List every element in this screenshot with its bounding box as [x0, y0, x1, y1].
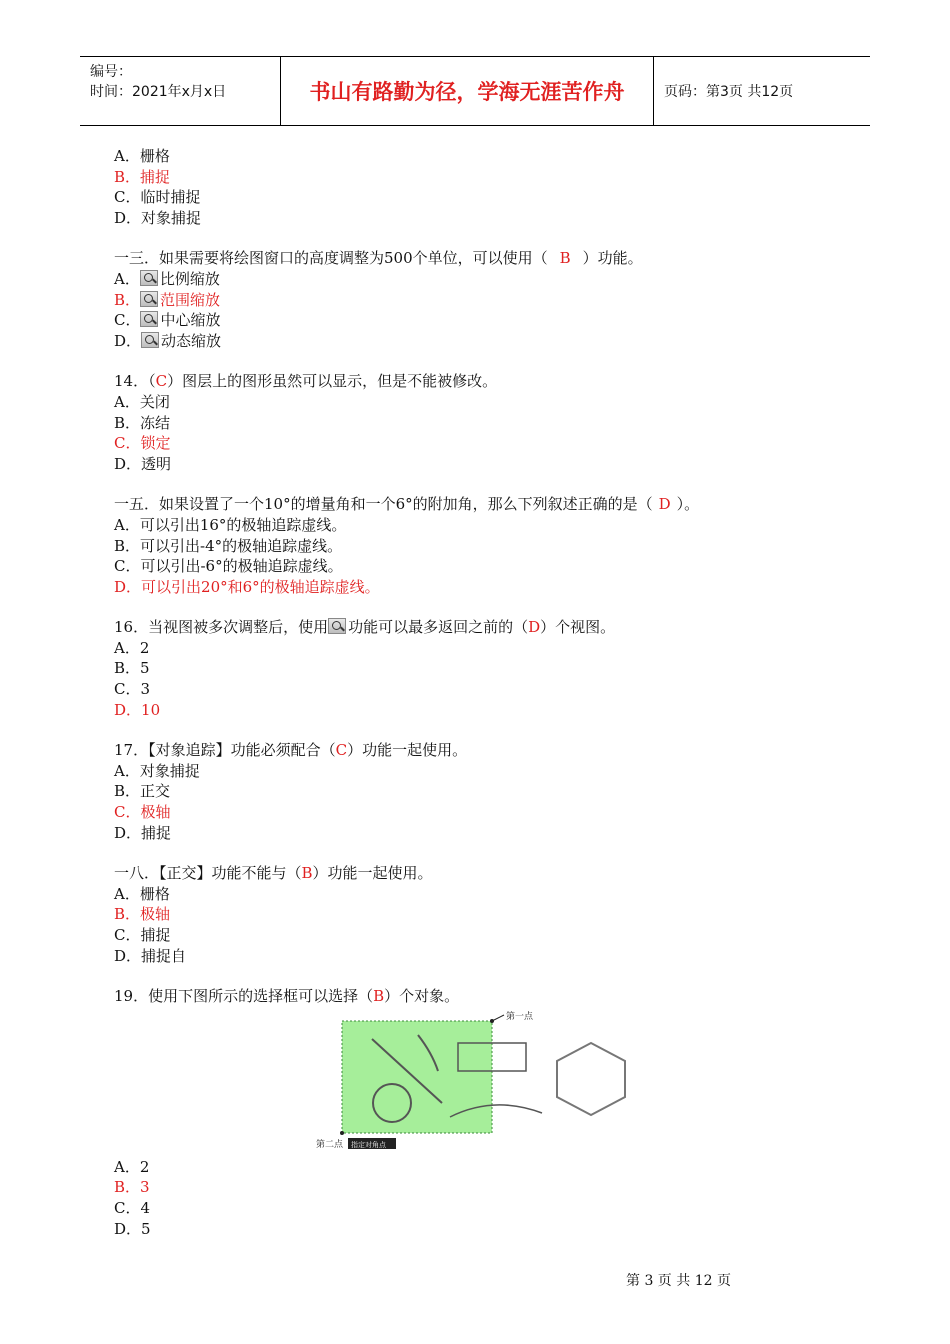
- question-12: [114, 146, 874, 228]
- option: D．5: [114, 1219, 151, 1238]
- option: [114, 310, 874, 331]
- option: A．关闭: [114, 392, 170, 411]
- question-14: [114, 371, 874, 474]
- hexagon-object: [557, 1043, 625, 1115]
- stem-text: 14．（: [114, 372, 156, 391]
- answer: C: [335, 741, 348, 760]
- option: A．可以引出16°的极轴追踪虚线。: [114, 515, 347, 534]
- option-correct: B．3: [114, 1178, 150, 1197]
- answer: D: [658, 495, 671, 514]
- question-19: [114, 986, 874, 1239]
- stem-text: 一三．如果需要将绘图窗口的高度调整为500个单位，可以使用（: [114, 249, 548, 268]
- question-stem: [114, 371, 874, 392]
- option: B．5: [114, 659, 150, 678]
- option-letter: A．: [114, 269, 140, 288]
- selection-window: [342, 1021, 492, 1133]
- option-correct: D．可以引出20°和6°的极轴追踪虚线。: [114, 577, 380, 596]
- stem-text: ）。: [676, 495, 700, 514]
- question-stem: [114, 863, 874, 884]
- question-15: [114, 494, 874, 597]
- zoom-scale-icon: [140, 270, 158, 286]
- option-correct: [114, 290, 874, 311]
- selection-window-diagram: [314, 1011, 634, 1151]
- question-stem: [114, 494, 874, 515]
- answer: B: [301, 864, 313, 883]
- answer: C: [155, 372, 168, 391]
- zoom-center-icon: [140, 311, 158, 327]
- option-letter: C．: [114, 311, 141, 330]
- question-stem: [114, 986, 874, 1007]
- stem-text: ）功能一起使用。: [347, 741, 468, 760]
- page-header: [80, 56, 870, 126]
- stem-text: ）功能。: [582, 249, 643, 268]
- answer: D: [528, 618, 541, 637]
- option: B．正交: [114, 782, 171, 801]
- option-correct: D．10: [114, 700, 161, 719]
- option: [114, 269, 874, 290]
- stem-text: 19．使用下图所示的选择框可以选择（: [114, 987, 374, 1006]
- option: [114, 331, 874, 352]
- header-motto: 书山有路勤为径，学海无涯苦作舟: [281, 57, 654, 125]
- option-text: 范围缩放: [160, 290, 221, 309]
- question-list: [114, 146, 874, 1259]
- question-16: [114, 617, 874, 720]
- question-18: [114, 863, 874, 966]
- option: D．对象捕捉: [114, 208, 202, 227]
- question-stem: [114, 248, 874, 269]
- question-13: [114, 248, 874, 351]
- zoom-dynamic-icon: [141, 332, 159, 348]
- option: D．透明: [114, 454, 172, 473]
- option-text: 比例缩放: [159, 269, 220, 288]
- option: C．可以引出-6°的极轴追踪虚线。: [114, 557, 343, 576]
- option-text: 动态缩放: [161, 331, 222, 350]
- time-label: 时间：2021年x月x日: [90, 84, 227, 100]
- option: C．4: [114, 1198, 151, 1217]
- stem-text: 17．【对象追踪】功能必须配合（: [114, 741, 336, 760]
- stem-text: ）图层上的图形虽然可以显示，但是不能被修改。: [167, 372, 498, 391]
- stem-text: 功能可以最多返回之前的（: [348, 618, 529, 637]
- stem-text: ）个视图。: [540, 618, 616, 637]
- option-correct: B．捕捉: [114, 167, 171, 186]
- first-point-leader: [492, 1015, 504, 1021]
- option-letter: D．: [114, 331, 142, 350]
- option-letter: B．: [114, 290, 141, 309]
- option: C．捕捉: [114, 926, 171, 944]
- option: B．冻结: [114, 413, 171, 432]
- number-label: 编号：: [90, 64, 132, 80]
- question-17: [114, 740, 874, 843]
- header-meta: [80, 57, 281, 125]
- stem-text: 一八．【正交】功能不能与（: [114, 864, 302, 883]
- option: A．对象捕捉: [114, 761, 200, 780]
- option: A．2: [114, 1157, 150, 1176]
- stem-text: ）个对象。: [384, 987, 460, 1006]
- stem-text: 16．当视图被多次调整后，使用: [114, 618, 329, 637]
- zoom-previous-icon: [328, 618, 346, 634]
- option: A．栅格: [114, 147, 170, 165]
- selection-window-figure: [314, 1011, 634, 1151]
- option: C．临时捕捉: [114, 188, 201, 207]
- header-page-info: 页码：第3页 共12页: [664, 84, 794, 100]
- option-correct: B．极轴: [114, 905, 171, 924]
- option: C．3: [114, 680, 151, 699]
- option: D．捕捉: [114, 823, 172, 842]
- question-stem: [114, 740, 874, 761]
- answer: B: [373, 987, 385, 1006]
- option-text: 中心缩放: [160, 311, 221, 330]
- option: B．可以引出-4°的极轴追踪虚线。: [114, 536, 343, 555]
- stem-text: 一五．如果设置了一个10°的增量角和一个6°的附加角，那么下列叙述正确的是（: [114, 495, 653, 514]
- second-point-label: 第二点: [316, 1139, 344, 1150]
- option: A．栅格: [114, 884, 170, 903]
- option: A．2: [114, 638, 150, 657]
- option-correct: C．锁定: [114, 434, 171, 453]
- zoom-window-icon: [140, 291, 158, 307]
- question-stem: [114, 617, 874, 638]
- option: D．捕捉自: [114, 946, 187, 965]
- prompt-label: 指定对角点: [351, 1140, 386, 1149]
- option-correct: C．极轴: [114, 803, 171, 822]
- page-footer: 第 3 页 共 12 页: [626, 1273, 731, 1289]
- answer: B: [559, 249, 571, 268]
- second-point-marker: [340, 1131, 344, 1135]
- stem-text: ）功能一起使用。: [312, 864, 433, 883]
- first-point-label: 第一点: [506, 1011, 534, 1022]
